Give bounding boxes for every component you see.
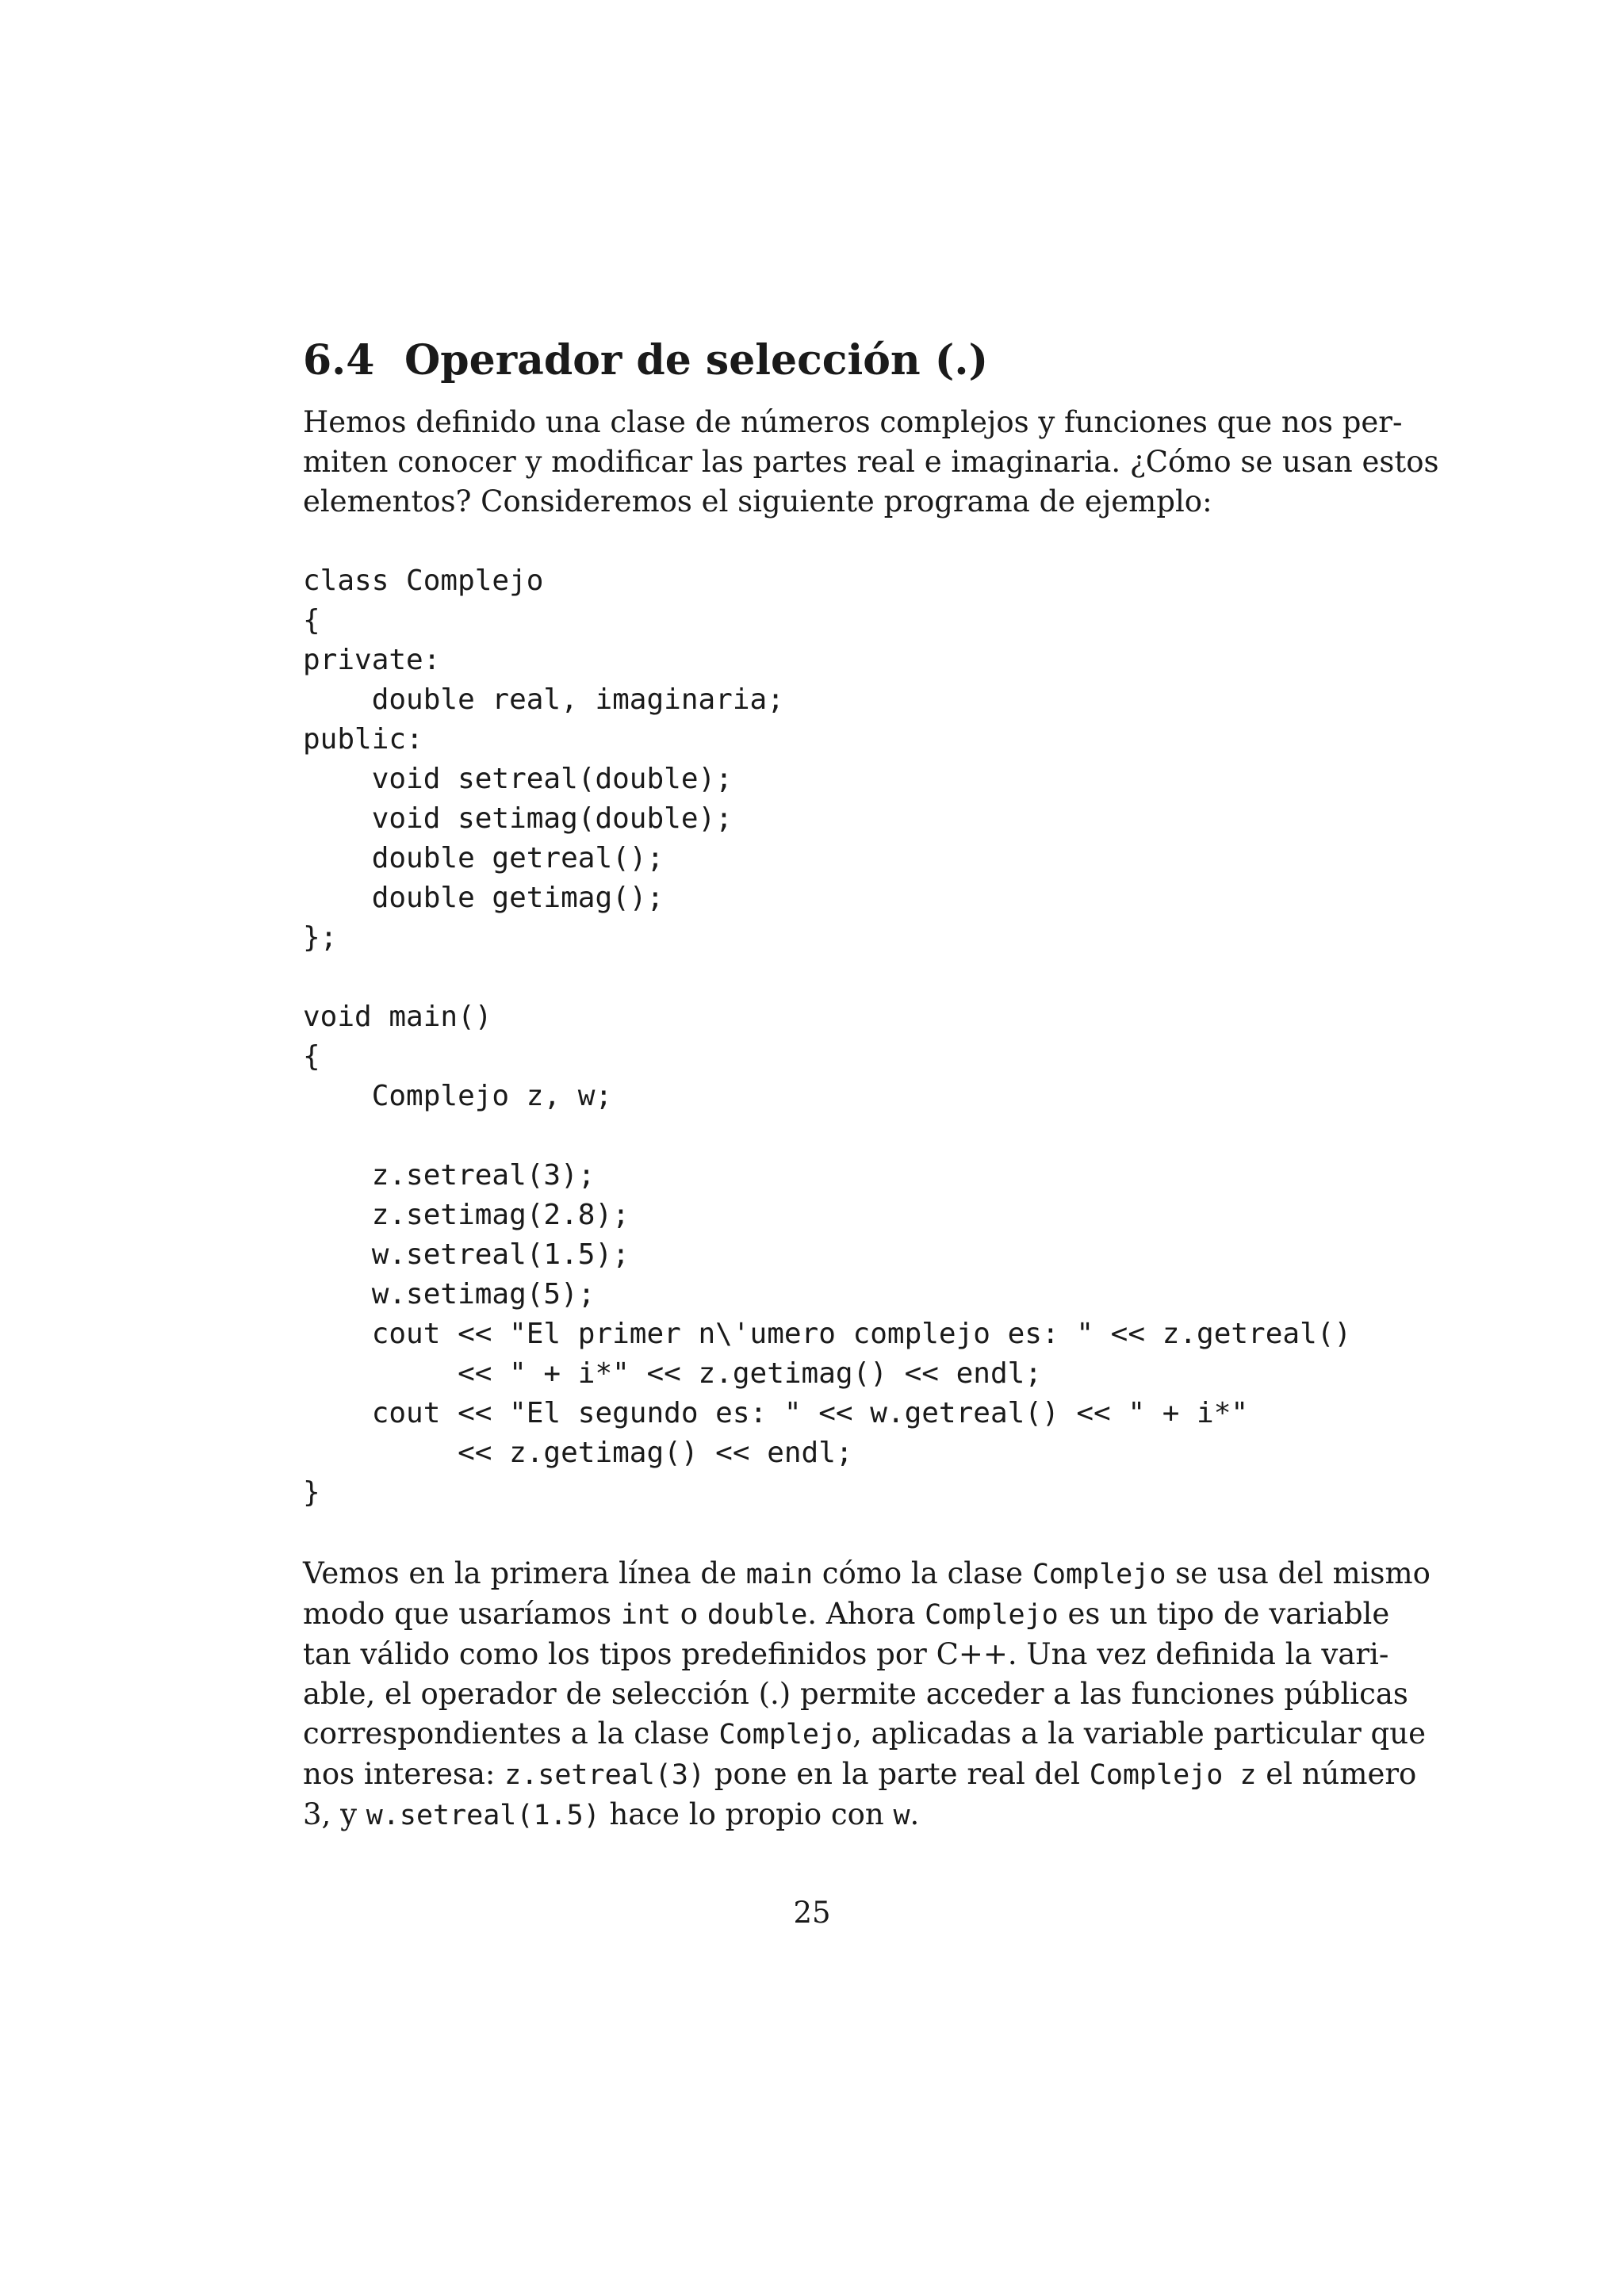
explanation-line: able, el operador de selección (.) permite acceder a las funciones públicas bbox=[303, 1677, 1408, 1711]
inline-code: w bbox=[893, 1800, 910, 1831]
section-number: 6.4 bbox=[303, 336, 375, 385]
inline-code: Complejo bbox=[925, 1599, 1059, 1631]
code-line: private: bbox=[303, 644, 441, 676]
explanation-line bbox=[303, 1594, 1390, 1635]
code-line: void main() bbox=[303, 1001, 492, 1033]
inline-code: Complejo bbox=[718, 1719, 853, 1751]
section-title: Operador de selección (.) bbox=[404, 336, 989, 385]
text-run: es un tipo de variable bbox=[1058, 1597, 1390, 1631]
text-run: se usa del mismo bbox=[1166, 1556, 1431, 1590]
text-run: , aplicadas a la variable particular que bbox=[852, 1716, 1426, 1751]
page-number: 25 bbox=[793, 1896, 831, 1930]
text-run: . Ahora bbox=[807, 1597, 925, 1631]
text-run: pone en la parte real del bbox=[705, 1757, 1090, 1791]
code-line: cout << "El segundo es: " << w.getreal() << " + i*" bbox=[303, 1397, 1249, 1429]
inline-code: main bbox=[745, 1559, 814, 1590]
inline-code: Complejo bbox=[1032, 1559, 1166, 1590]
code-line: double real, imaginaria; bbox=[303, 683, 784, 716]
code-blank-line bbox=[303, 1116, 1378, 1156]
text-run: hace lo propio con bbox=[599, 1797, 894, 1831]
page-body bbox=[303, 333, 1439, 1835]
inline-code: Complejo z bbox=[1089, 1759, 1257, 1791]
code-line: << " + i*" << z.getimag() << endl; bbox=[303, 1357, 1042, 1390]
code-line: cout << "El primer n\'umero complejo es: " << z.getreal() bbox=[303, 1318, 1352, 1350]
text-run: . bbox=[910, 1797, 920, 1831]
intro-line: Hemos definido una clase de números complejos y funciones que nos per- bbox=[303, 405, 1403, 439]
intro-paragraph bbox=[303, 403, 1439, 522]
code-line: double getreal(); bbox=[303, 842, 665, 874]
code-line: double getimag(); bbox=[303, 882, 665, 914]
code-line: class Complejo bbox=[303, 564, 544, 597]
code-line: z.setreal(3); bbox=[303, 1159, 596, 1192]
explanation-line bbox=[303, 1755, 1417, 1795]
inline-code: double bbox=[707, 1599, 808, 1631]
code-line: z.setimag(2.8); bbox=[303, 1199, 630, 1231]
text-run: el número bbox=[1256, 1757, 1417, 1791]
section-heading bbox=[303, 333, 1378, 388]
explanation-line bbox=[303, 1714, 1426, 1755]
intro-line: miten conocer y modificar las partes real e imaginaria. ¿Cómo se usan estos bbox=[303, 445, 1439, 479]
code-line: w.setimag(5); bbox=[303, 1278, 596, 1311]
text-run: o bbox=[671, 1597, 707, 1631]
text-run: cómo la clase bbox=[813, 1556, 1032, 1590]
inline-code: int bbox=[620, 1599, 672, 1631]
code-line: void setimag(double); bbox=[303, 802, 733, 835]
code-line: }; bbox=[303, 921, 338, 954]
code-block-class bbox=[303, 561, 1378, 958]
text-run: Vemos en la primera línea de bbox=[303, 1556, 746, 1590]
code-block-main bbox=[303, 997, 1378, 1513]
inline-code: z.setreal(3) bbox=[504, 1759, 706, 1791]
code-line: { bbox=[303, 1040, 320, 1073]
code-line: } bbox=[303, 1476, 320, 1509]
code-line: << z.getimag() << endl; bbox=[303, 1437, 853, 1469]
code-line: w.setreal(1.5); bbox=[303, 1238, 630, 1271]
text-run: modo que usaríamos bbox=[303, 1597, 621, 1631]
text-run: nos interesa: bbox=[303, 1757, 505, 1791]
code-line: { bbox=[303, 604, 320, 637]
inline-code: w.setreal(1.5) bbox=[366, 1800, 600, 1831]
code-line: void setreal(double); bbox=[303, 763, 733, 795]
code-line: public: bbox=[303, 723, 423, 756]
text-run: 3, y bbox=[303, 1797, 366, 1831]
explanation-line bbox=[303, 1795, 1378, 1835]
explanation-paragraph bbox=[303, 1554, 1431, 1835]
text-run: correspondientes a la clase bbox=[303, 1716, 719, 1751]
explanation-line: tan válido como los tipos predefinidos por C++. Una vez definida la vari- bbox=[303, 1637, 1389, 1671]
code-line: Complejo z, w; bbox=[303, 1080, 613, 1112]
explanation-line bbox=[303, 1554, 1431, 1594]
intro-line: elementos? Consideremos el siguiente programa de ejemplo: bbox=[303, 484, 1212, 519]
